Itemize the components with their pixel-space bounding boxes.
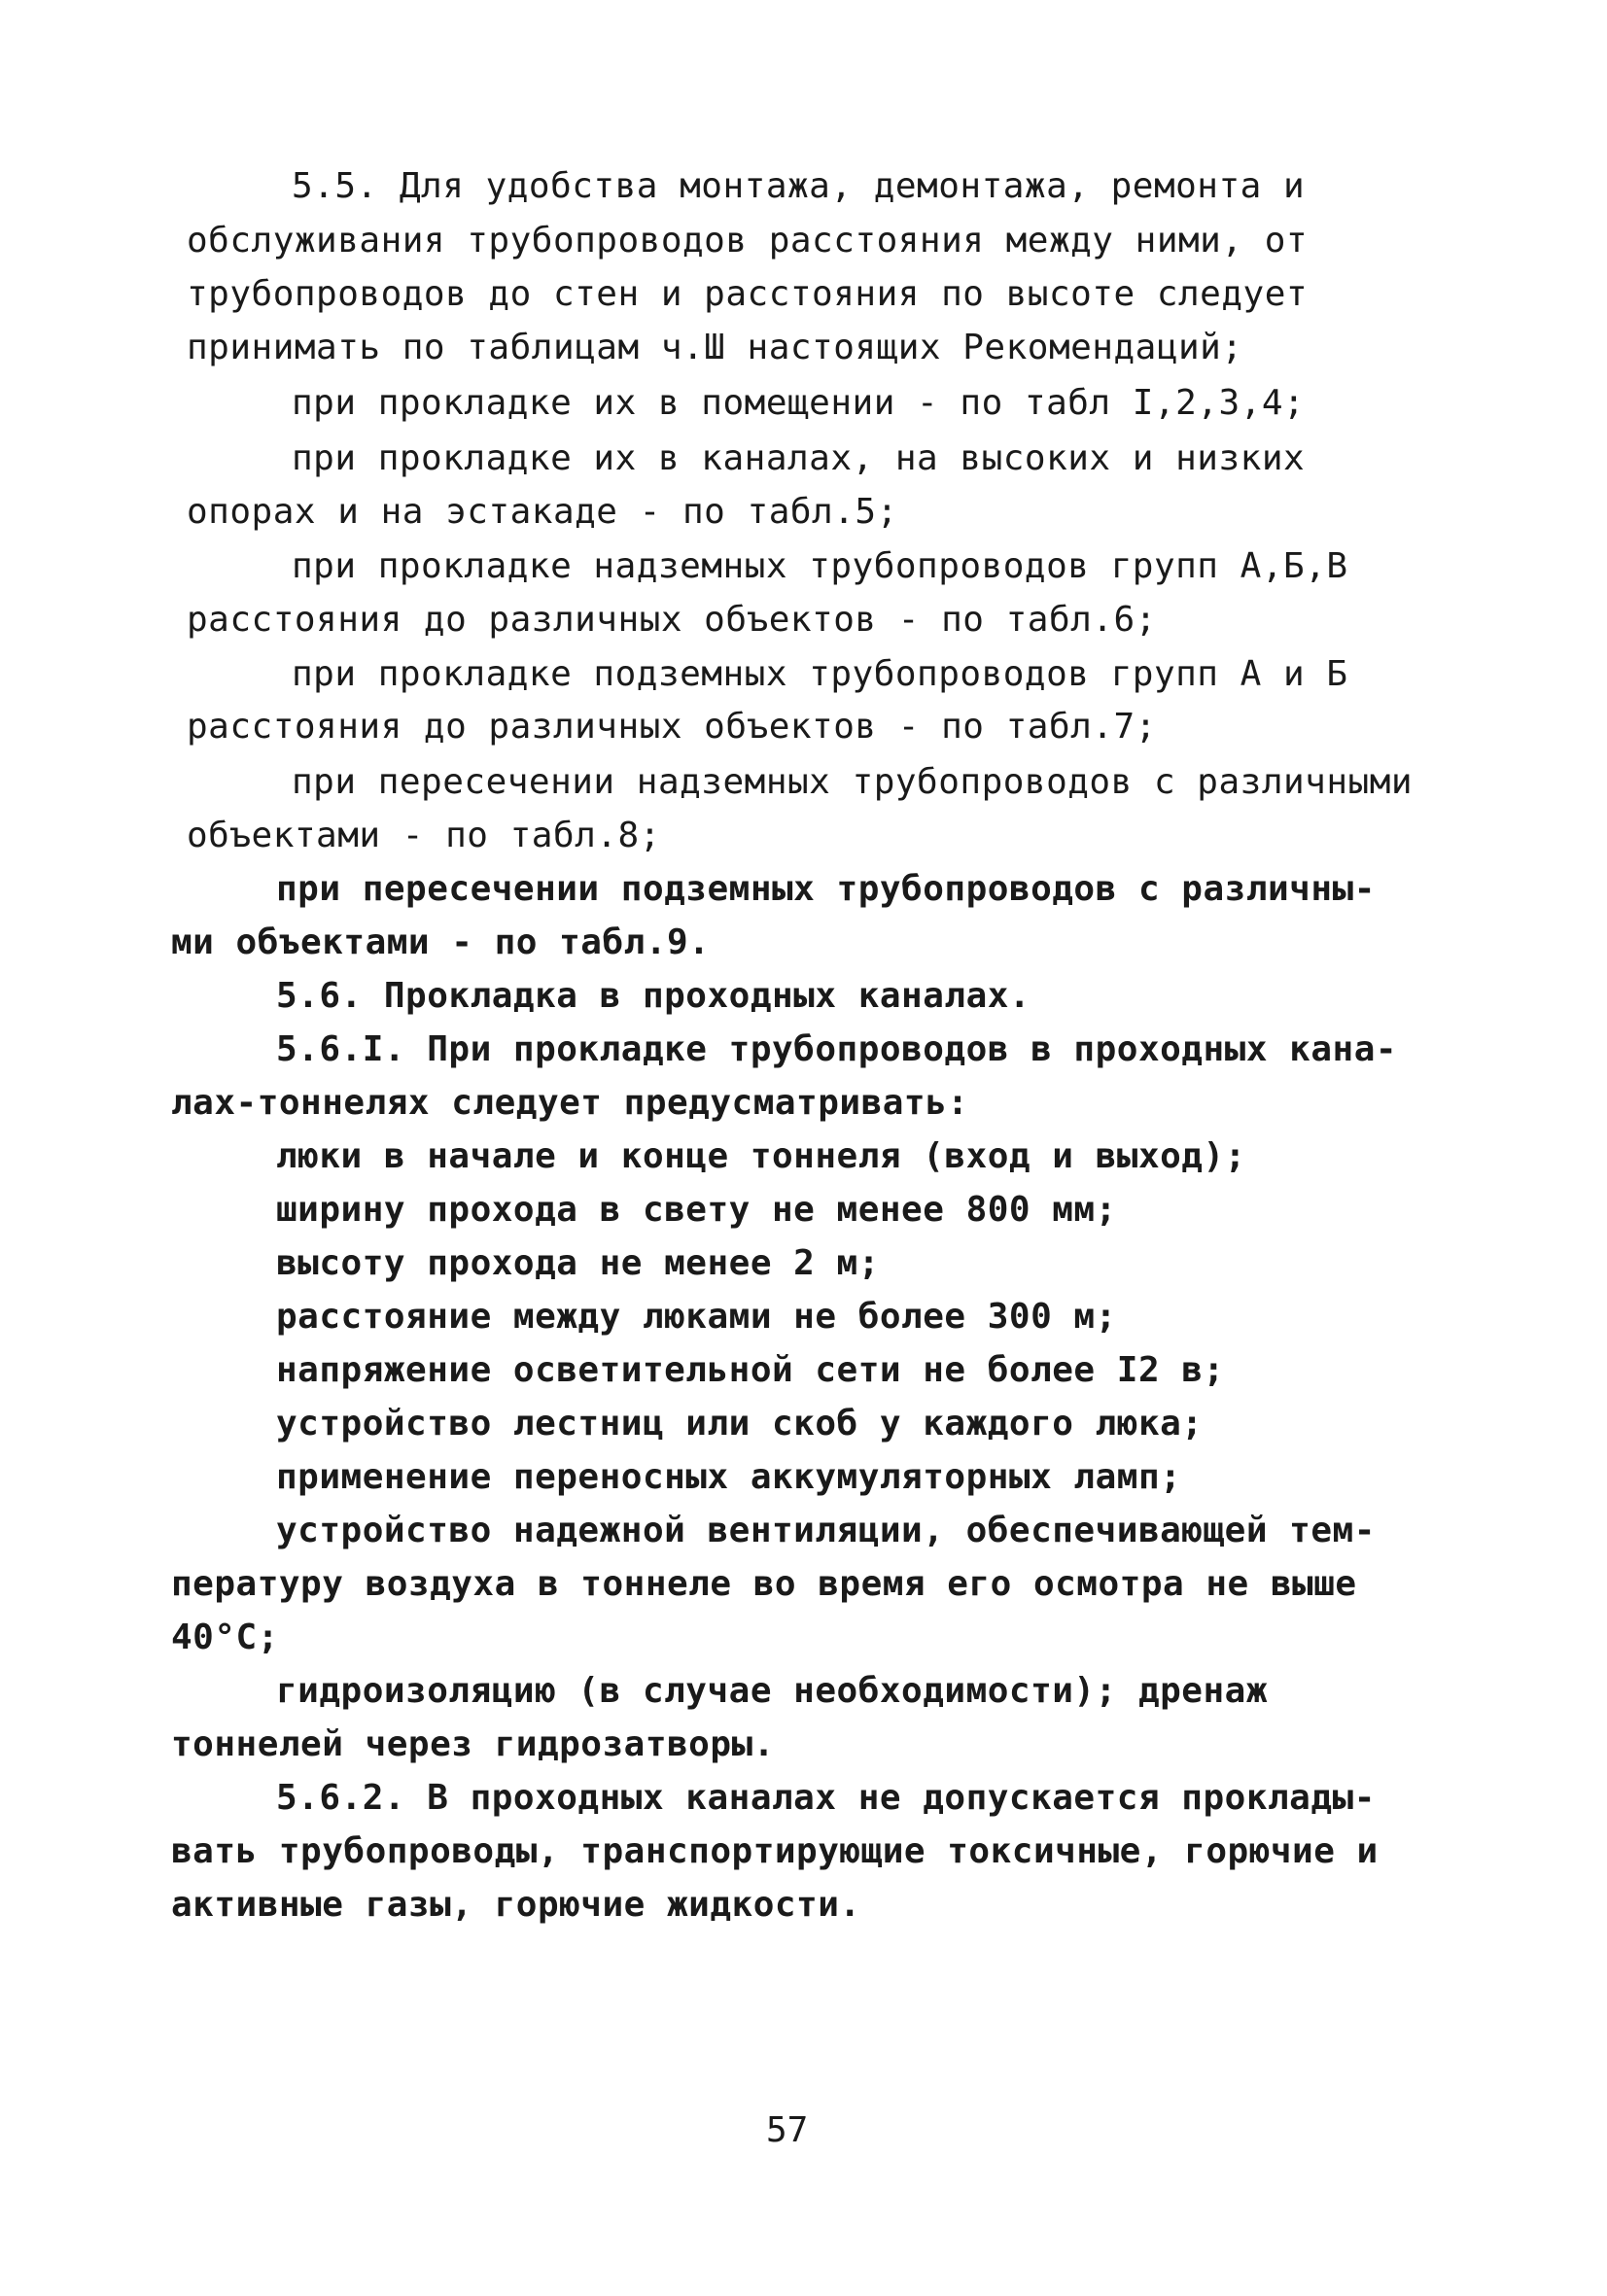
text-line: 40°С; [171, 1618, 279, 1657]
text-line: лах-тоннелях следует предусматривать: [171, 1083, 969, 1123]
text-line: при пересечении подземных трубопроводов с различны- [276, 869, 1376, 909]
text-line: трубопроводов до стен и расстояния по высоте следует [187, 274, 1309, 314]
list-item: напряжение осветительной сети не более I2 в; [276, 1350, 1225, 1390]
text-line: 5.6.2. В проходных каналах не допускается проклады- [276, 1778, 1376, 1818]
list-item: расстояние между люками не более 300 м; [276, 1297, 1117, 1337]
text-line: 5.6.I. При прокладке трубопроводов в проходных кана- [276, 1029, 1398, 1069]
text-line: при прокладке подземных трубопроводов групп А и Б [292, 654, 1348, 694]
text-line: тоннелей через гидрозатворы. [171, 1724, 775, 1764]
page-number: 57 [766, 2110, 809, 2150]
text-line: принимать по таблицам ч.Ш настоящих Рекомендаций; [187, 328, 1243, 367]
text-line: вать трубопроводы, транспортирующие токсичные, горючие и [171, 1831, 1379, 1871]
list-item: устройство надежной вентиляции, обеспечивающей тем- [276, 1511, 1376, 1550]
list-item: устройство лестниц или скоб у каждого люка; [276, 1404, 1204, 1444]
list-item: применение переносных аккумуляторных ламп; [276, 1457, 1182, 1497]
list-item: ширину прохода в свету не менее 800 мм; [276, 1190, 1117, 1230]
text-line: обслуживания трубопроводов расстояния между ними, от [187, 221, 1309, 261]
text-line: расстояния до различных объектов - по табл.7; [187, 707, 1157, 747]
text-line: при прокладке надземных трубопроводов групп А,Б,В [292, 546, 1348, 586]
section-heading: 5.6. Прокладка в проходных каналах. [276, 976, 1031, 1016]
text-line: при пересечении надземных трубопроводов с различными [292, 762, 1414, 802]
list-item: люки в начале и конце тоннеля (вход и выход); [276, 1136, 1246, 1176]
text-line: при прокладке их в помещении - по табл I,2,3,4; [292, 383, 1306, 423]
text-line: опорах и на эстакаде - по табл.5; [187, 492, 898, 532]
text-line: ми объектами - по табл.9. [171, 922, 711, 962]
list-item: гидроизоляцию (в случае необходимости); дренаж [276, 1671, 1268, 1711]
text-line: при прокладке их в каналах, на высоких и низких [292, 438, 1306, 478]
text-line: пературу воздуха в тоннеле во время его осмотра не выше [171, 1564, 1357, 1604]
text-line: 5.5. Для удобства монтажа, демонтажа, ремонта и [292, 166, 1306, 206]
text-line: расстояния до различных объектов - по табл.6; [187, 600, 1157, 640]
text-line: объектами - по табл.8; [187, 816, 661, 855]
text-line: активные газы, горючие жидкости. [171, 1885, 861, 1925]
list-item: высоту прохода не менее 2 м; [276, 1243, 880, 1283]
